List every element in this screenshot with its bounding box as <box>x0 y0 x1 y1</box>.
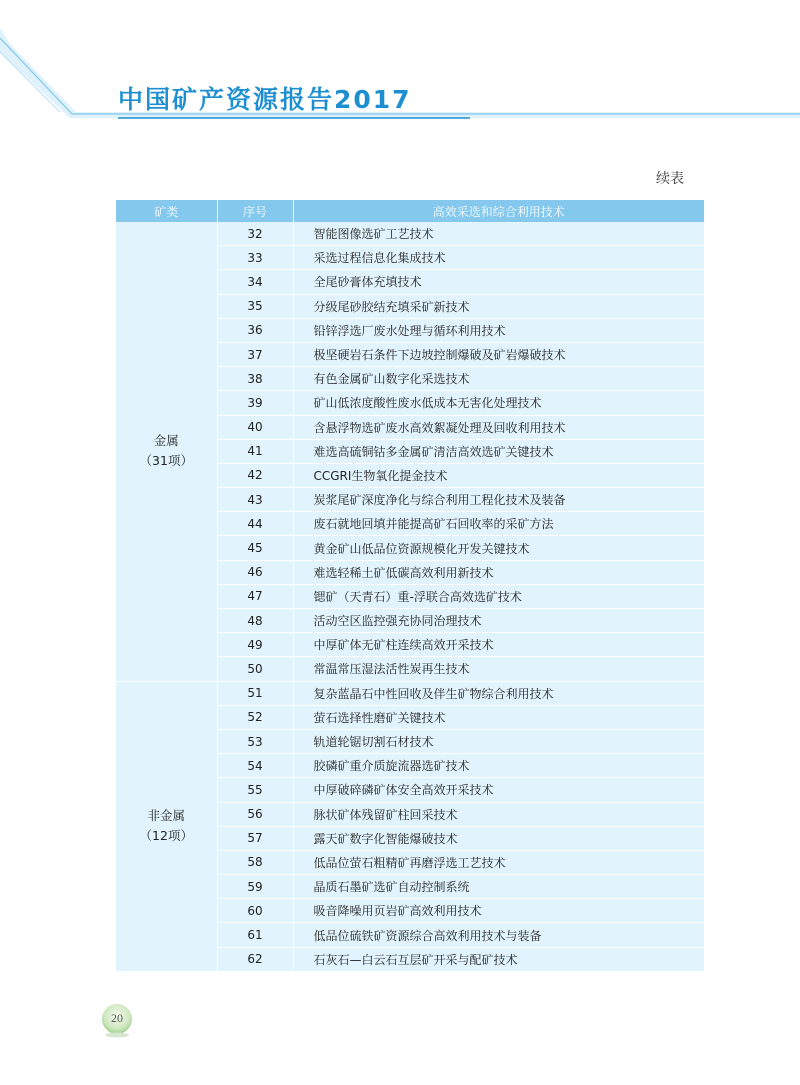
sequence-number-cell: 36 <box>217 318 293 342</box>
sequence-number-cell: 44 <box>217 512 293 536</box>
technology-name-cell: 脉状矿体残留矿柱回采技术 <box>293 802 704 826</box>
sequence-number-cell: 33 <box>217 246 293 270</box>
column-header-category: 矿类 <box>116 200 217 222</box>
technology-name-cell: 锶矿（天青石）重-浮联合高效选矿技术 <box>293 584 704 608</box>
technology-name-cell: 全尾砂膏体充填技术 <box>293 270 704 294</box>
report-title: 中国矿产资源报告2017 <box>118 85 412 114</box>
sequence-number-cell: 34 <box>217 270 293 294</box>
technology-name-cell: 中厚破碎磷矿体安全高效开采技术 <box>293 778 704 802</box>
sequence-number-cell: 54 <box>217 754 293 778</box>
page-number: 20 <box>111 1011 123 1025</box>
sequence-number-cell: 52 <box>217 705 293 729</box>
technology-name-cell: 复杂蓝晶石中性回收及伴生矿物综合利用技术 <box>293 681 704 705</box>
table-row <box>116 222 704 246</box>
technology-name-cell: 智能图像选矿工艺技术 <box>293 222 704 246</box>
technology-name-cell: 常温常压湿法活性炭再生技术 <box>293 657 704 681</box>
technology-name-cell: 低品位硫铁矿资源综合高效利用技术与装备 <box>293 923 704 947</box>
technology-name-cell: 分级尾砂胶结充填采矿新技术 <box>293 294 704 318</box>
technology-name-cell: 中厚矿体无矿柱连续高效开采技术 <box>293 633 704 657</box>
sequence-number-cell: 61 <box>217 923 293 947</box>
sequence-number-cell: 48 <box>217 609 293 633</box>
sequence-number-cell: 45 <box>217 536 293 560</box>
technology-name-cell: 铅锌浮选厂废水处理与循环利用技术 <box>293 318 704 342</box>
technology-name-cell: 石灰石—白云石互层矿开采与配矿技术 <box>293 947 704 971</box>
technology-name-cell: 采选过程信息化集成技术 <box>293 246 704 270</box>
table-body <box>116 222 704 971</box>
technology-name-cell: 露天矿数字化智能爆破技术 <box>293 826 704 850</box>
technology-name-cell: 吸音降噪用页岩矿高效利用技术 <box>293 899 704 923</box>
technology-name-cell: 胶磷矿重介质旋流器选矿技术 <box>293 754 704 778</box>
sequence-number-cell: 53 <box>217 729 293 753</box>
technology-name-cell: 难选高硫铜钴多金属矿清洁高效选矿关键技术 <box>293 439 704 463</box>
sequence-number-cell: 32 <box>217 222 293 246</box>
sequence-number-cell: 59 <box>217 875 293 899</box>
continuation-label: 续表 <box>656 171 684 187</box>
sequence-number-cell: 58 <box>217 850 293 874</box>
column-header-technology: 高效采选和综合利用技术 <box>293 200 704 222</box>
sequence-number-cell: 41 <box>217 439 293 463</box>
sequence-number-cell: 46 <box>217 560 293 584</box>
technology-name-cell: 有色金属矿山数字化采选技术 <box>293 367 704 391</box>
technology-name-cell: 极坚硬岩石条件下边坡控制爆破及矿岩爆破技术 <box>293 342 704 366</box>
sequence-number-cell: 62 <box>217 947 293 971</box>
sequence-number-cell: 49 <box>217 633 293 657</box>
sequence-number-cell: 56 <box>217 802 293 826</box>
technology-table <box>116 200 704 972</box>
category-name: 金属 <box>153 433 179 449</box>
sequence-number-cell: 37 <box>217 342 293 366</box>
technology-name-cell: 低品位萤石粗精矿再磨浮选工艺技术 <box>293 850 704 874</box>
technology-name-cell: 废石就地回填并能提高矿石回收率的采矿方法 <box>293 512 704 536</box>
category-cell <box>116 222 217 681</box>
sequence-number-cell: 55 <box>217 778 293 802</box>
technology-name-cell: 炭浆尾矿深度净化与综合利用工程化技术及装备 <box>293 488 704 512</box>
sequence-number-cell: 43 <box>217 488 293 512</box>
category-name: 非金属 <box>147 808 185 824</box>
sequence-number-cell: 40 <box>217 415 293 439</box>
technology-name-cell: 晶质石墨矿选矿自动控制系统 <box>293 875 704 899</box>
column-header-number: 序号 <box>217 200 293 222</box>
sequence-number-cell: 38 <box>217 367 293 391</box>
sequence-number-cell: 51 <box>217 681 293 705</box>
table-row <box>116 681 704 705</box>
sequence-number-cell: 57 <box>217 826 293 850</box>
technology-name-cell: 萤石选择性磨矿关键技术 <box>293 705 704 729</box>
sequence-number-cell: 42 <box>217 463 293 487</box>
technology-name-cell: CCGRI生物氧化提金技术 <box>293 463 704 487</box>
technology-name-cell: 轨道轮锯切割石材技术 <box>293 729 704 753</box>
technology-name-cell: 矿山低浓度酸性废水低成本无害化处理技术 <box>293 391 704 415</box>
sequence-number-cell: 39 <box>217 391 293 415</box>
technology-name-cell: 含悬浮物选矿废水高效絮凝处理及回收利用技术 <box>293 415 704 439</box>
technology-name-cell: 黄金矿山低品位资源规模化开发关键技术 <box>293 536 704 560</box>
sequence-number-cell: 47 <box>217 584 293 608</box>
table-header-row <box>116 200 704 222</box>
category-cell <box>116 681 217 971</box>
sequence-number-cell: 60 <box>217 899 293 923</box>
sequence-number-cell: 35 <box>217 294 293 318</box>
category-count: （12项） <box>139 828 193 844</box>
technology-name-cell: 难选轻稀土矿低碳高效利用新技术 <box>293 560 704 584</box>
technology-name-cell: 活动空区监控强充协同治理技术 <box>293 609 704 633</box>
category-count: （31项） <box>139 453 193 469</box>
sequence-number-cell: 50 <box>217 657 293 681</box>
